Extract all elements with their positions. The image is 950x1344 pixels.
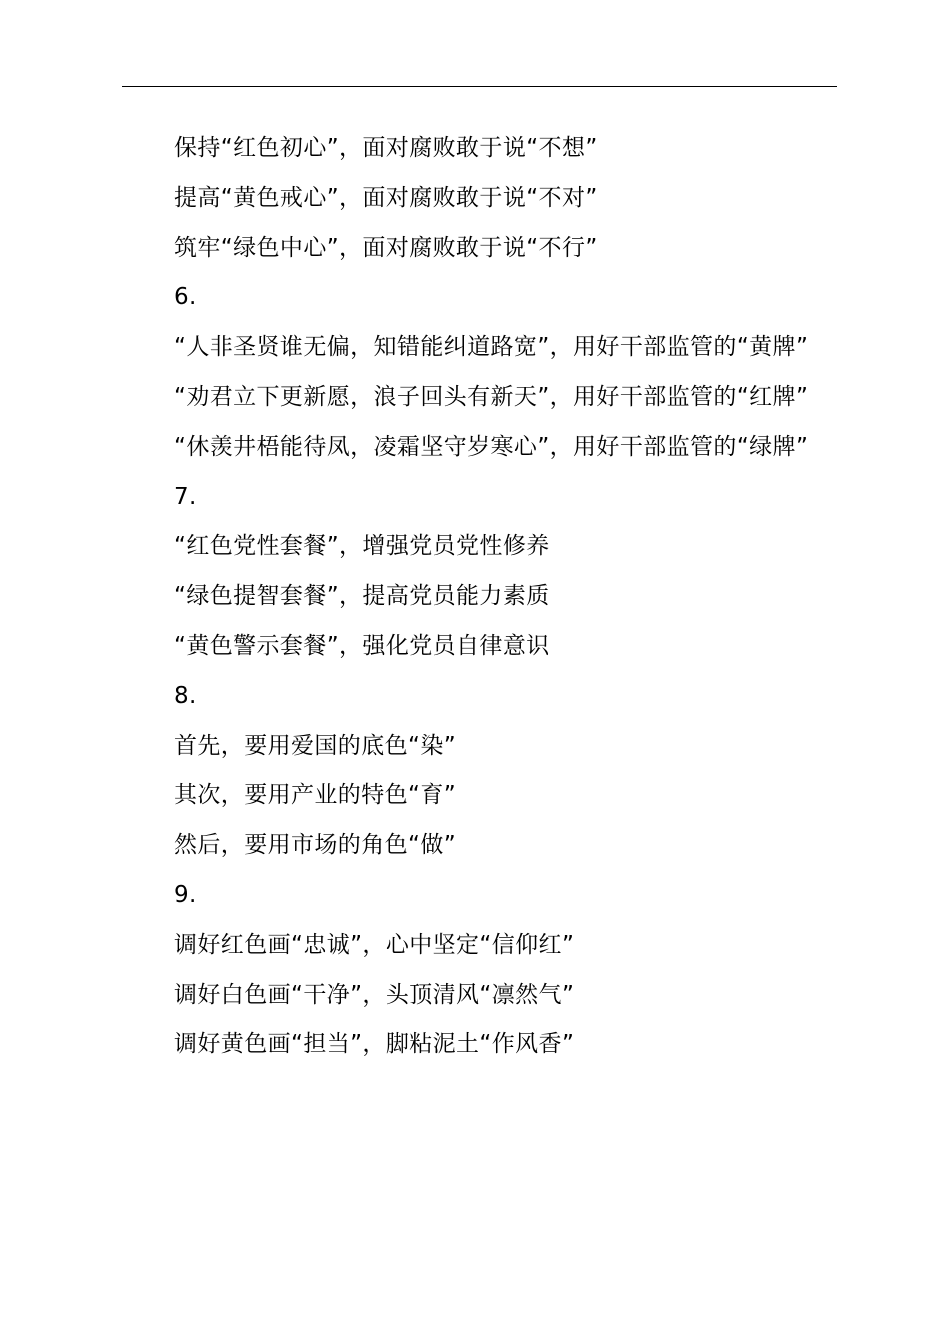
- paragraph: “劝君立下更新愿，浪子回头有新天”，用好干部监管的“红牌”: [174, 383, 809, 410]
- section-number: 9.: [174, 881, 197, 908]
- paragraph: 调好白色画“干净”，头顶清风“凛然气”: [174, 981, 575, 1008]
- paragraph: “休羡井梧能待凤，凌霜坚守岁寒心”，用好干部监管的“绿牌”: [174, 433, 809, 460]
- paragraph: “人非圣贤谁无偏，知错能纠道路宽”，用好干部监管的“黄牌”: [174, 334, 809, 361]
- paragraph: “绿色提智套餐”，提高党员能力素质: [174, 583, 550, 610]
- paragraph: 调好红色画“忠诚”，心中坚定“信仰红”: [174, 931, 575, 958]
- document-body: [122, 124, 837, 1070]
- section-number: 6.: [174, 284, 197, 311]
- paragraph: 保持“红色初心”，面对腐败敢于说“不想”: [174, 135, 598, 161]
- header-rule: [122, 86, 837, 87]
- paragraph: 筑牢“绿色中心”，面对腐败敢于说“不行”: [174, 234, 598, 261]
- paragraph: 其次，要用产业的特色“育”: [174, 782, 457, 809]
- paragraph: “红色党性套餐”，增强党员党性修养: [174, 533, 550, 560]
- paragraph: 然后，要用市场的角色“做”: [174, 832, 457, 859]
- section-number: 7.: [174, 483, 197, 510]
- paragraph: 调好黄色画“担当”，脚粘泥土“作风香”: [174, 1031, 575, 1058]
- section-number: 8.: [174, 682, 197, 709]
- paragraph: 提高“黄色戒心”，面对腐败敢于说“不对”: [174, 184, 598, 211]
- paragraph: “黄色警示套餐”，强化党员自律意识: [174, 632, 550, 659]
- paragraph: 首先，要用爱国的底色“染”: [174, 732, 457, 759]
